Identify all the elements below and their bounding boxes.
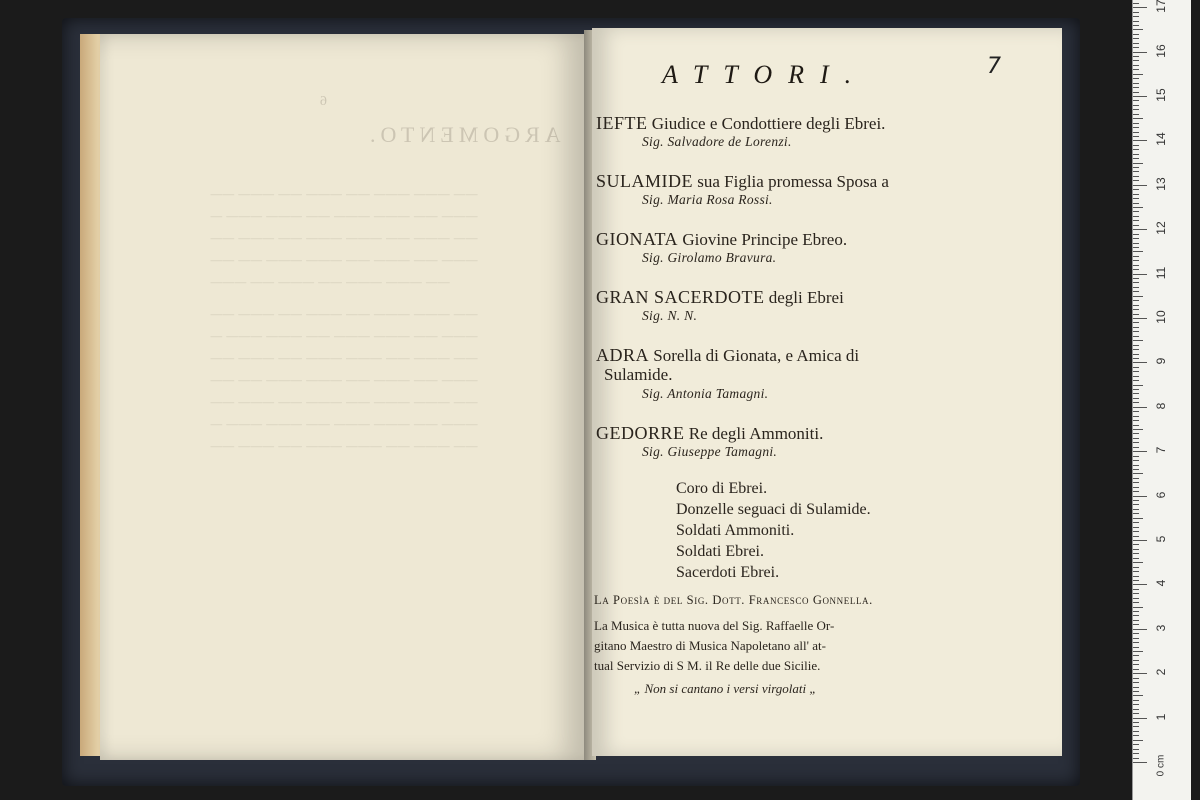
ruler-tick (1133, 589, 1139, 590)
ruler-tick (1133, 669, 1139, 670)
ruler-tick (1133, 154, 1139, 155)
ruler-tick (1133, 562, 1143, 563)
music-credit-line: gitano Maestro di Musica Napoletano all' at- (594, 638, 826, 653)
ruler-tick (1133, 402, 1139, 403)
ruler-tick (1133, 726, 1139, 727)
ruler-tick (1133, 540, 1147, 541)
role-description: Giudice e Condottiere degli Ebrei. (651, 114, 886, 133)
left-page (100, 34, 588, 760)
ruler-tick (1133, 682, 1139, 683)
ruler-tick (1133, 567, 1139, 568)
singer-name: Sig. Antonia Tamagni. (642, 386, 769, 401)
ruler-tick (1133, 615, 1139, 616)
ruler-tick (1133, 438, 1139, 439)
ruler-tick (1133, 74, 1143, 75)
chorus-item: Donzelle seguaci di Sulamide. (676, 501, 871, 518)
ruler-tick (1133, 198, 1139, 199)
page-number: 7 (987, 54, 1001, 79)
ruler-tick (1133, 447, 1139, 448)
ruler-tick (1133, 460, 1139, 461)
ruler-tick (1133, 251, 1143, 252)
ruler-label: 15 (1154, 88, 1168, 102)
ruler-tick (1133, 425, 1139, 426)
ruler-tick (1133, 584, 1147, 585)
ruler-tick (1133, 473, 1143, 474)
ruler-tick (1133, 163, 1143, 164)
ruler-tick (1133, 269, 1139, 270)
ruler-tick (1133, 655, 1139, 656)
ruler-tick (1133, 491, 1139, 492)
ruler-tick (1133, 78, 1139, 79)
ruler-unit-label: 0 cm (1155, 754, 1167, 777)
ruler-tick (1133, 43, 1139, 44)
ruler-tick (1133, 749, 1139, 750)
ruler-tick (1133, 722, 1139, 723)
measuring-ruler (1132, 0, 1191, 800)
ruler-tick (1133, 216, 1139, 217)
ruler-tick (1133, 362, 1147, 363)
ruler-tick (1133, 136, 1139, 137)
ruler-tick (1133, 118, 1143, 119)
bleed-through-text: ——— —— ——— —— ——— ——— —— —— (210, 252, 478, 267)
ruler-tick (1133, 558, 1139, 559)
ruler-tick (1133, 598, 1139, 599)
bleed-through-text: ——— —— ——— ——— —— ——— ——— — (210, 416, 478, 431)
ruler-tick (1133, 132, 1139, 133)
ruler-tick (1133, 331, 1139, 332)
ruler-tick (1133, 21, 1139, 22)
ruler-tick (1133, 651, 1143, 652)
ruler-tick (1133, 3, 1139, 4)
role-description-continued: Sulamide. (604, 365, 673, 384)
ruler-tick (1133, 465, 1139, 466)
ruler-tick (1133, 171, 1139, 172)
ruler-tick (1133, 38, 1139, 39)
ruler-tick (1133, 673, 1147, 674)
bleed-through-text: —— ——— —— ——— ——— —— ——— —— (210, 230, 478, 245)
ruler-tick (1133, 687, 1139, 688)
ruler-tick (1133, 180, 1139, 181)
bleed-through-text: ——— —— ——— ——— —— ——— ——— — (210, 208, 478, 223)
ruler-tick (1133, 576, 1139, 577)
ruler-tick (1133, 96, 1147, 97)
ruler-tick (1133, 611, 1139, 612)
ruler-tick (1133, 194, 1139, 195)
ruler-label: 2 (1154, 668, 1168, 676)
ruler-tick (1133, 531, 1139, 532)
ruler-tick (1133, 327, 1139, 328)
ruler-tick (1133, 709, 1139, 710)
ruler-tick (1133, 345, 1139, 346)
singer-name: Sig. Maria Rosa Rossi. (642, 192, 773, 207)
role-description: degli Ebrei (768, 288, 844, 307)
ruler-label: 6 (1154, 491, 1168, 498)
role-description: Re degli Ammoniti. (688, 424, 824, 443)
role-entry (596, 170, 889, 193)
role-entry (596, 422, 823, 445)
ruler-tick (1133, 660, 1139, 661)
ruler-label: 12 (1154, 221, 1168, 235)
ruler-tick (1133, 744, 1139, 745)
ruler-tick (1133, 429, 1143, 430)
role-entry (596, 112, 885, 135)
chorus-item: Coro di Ebrei. (676, 480, 768, 497)
ruler-tick (1133, 664, 1139, 665)
ruler-tick (1133, 411, 1139, 412)
ruler-tick (1133, 695, 1143, 696)
ruler-label: 10 (1154, 310, 1168, 324)
ruler-tick (1133, 69, 1139, 70)
ruler-tick (1133, 713, 1139, 714)
bleed-through-text: ——— —— ——— ——— —— ——— ——— — (210, 328, 478, 343)
singer-name: Sig. Girolamo Bravura. (642, 250, 777, 265)
role-entry (596, 228, 847, 251)
ruler-tick (1133, 296, 1143, 297)
bleed-through-text: —— ——— ——— —— ——— —— ——— —— (210, 306, 478, 321)
ruler-tick (1133, 300, 1139, 301)
ruler-tick (1133, 243, 1139, 244)
ruler-tick (1133, 620, 1139, 621)
ruler-tick (1133, 380, 1139, 381)
ruler-label: 4 (1154, 580, 1168, 587)
ruler-tick (1133, 416, 1139, 417)
role-name: GEDORRE (596, 423, 685, 443)
ruler-tick (1133, 274, 1147, 275)
ruler-tick (1133, 407, 1147, 408)
music-credit-line: tual Servizio di S M. il Re delle due Sicilie. (594, 658, 821, 673)
ruler-tick (1133, 420, 1139, 421)
ruler-tick (1133, 691, 1139, 692)
ruler-tick (1133, 305, 1139, 306)
ruler-tick (1133, 642, 1139, 643)
chorus-item: Sacerdoti Ebrei. (676, 564, 780, 581)
ruler-label: 3 (1154, 624, 1168, 632)
ruler-tick (1133, 358, 1139, 359)
ruler-tick (1133, 265, 1139, 266)
ruler-tick (1133, 536, 1139, 537)
ruler-tick (1133, 433, 1139, 434)
ruler-label: 1 (1154, 713, 1168, 720)
ruler-tick (1133, 482, 1139, 483)
role-name: SULAMIDE (596, 171, 693, 191)
bleed-through-title: ARGOMENTO. (365, 122, 561, 147)
ruler-tick (1133, 735, 1139, 736)
ruler-tick (1133, 47, 1139, 48)
ruler-tick (1133, 478, 1139, 479)
ruler-tick (1133, 247, 1139, 248)
ruler-tick (1133, 145, 1139, 146)
ruler-tick (1133, 469, 1139, 470)
ruler-tick (1133, 260, 1139, 261)
ruler-tick (1133, 593, 1139, 594)
ruler-tick (1133, 376, 1139, 377)
ruler-tick (1133, 509, 1139, 510)
ruler-tick (1133, 123, 1139, 124)
bleed-through-text: —— ——— —— ——— ——— —— ——— —— (210, 350, 478, 365)
role-entry (596, 286, 844, 309)
ruler-tick (1133, 25, 1139, 26)
role-name: ADRA (596, 345, 650, 365)
ruler-label: 5 (1154, 535, 1168, 543)
ruler-tick (1133, 87, 1139, 88)
ruler-label: 9 (1154, 358, 1168, 365)
ruler-tick (1133, 65, 1139, 66)
ruler-tick (1133, 189, 1139, 190)
ruler-tick (1133, 389, 1139, 390)
ruler-tick (1133, 518, 1143, 519)
ruler-tick (1133, 442, 1139, 443)
ruler-tick (1133, 60, 1139, 61)
ruler-tick (1133, 731, 1139, 732)
bleed-page-number: 6 (320, 94, 327, 109)
ruler-tick (1133, 700, 1139, 701)
ruler-tick (1133, 291, 1139, 292)
chorus-list (676, 478, 871, 583)
chorus-item: Soldati Ammoniti. (676, 522, 795, 539)
ruler-label: 17 (1154, 0, 1168, 13)
role-description: Sorella di Gionata, e Amica di (653, 346, 860, 365)
ruler-tick (1133, 354, 1139, 355)
role-name: GIONATA (596, 229, 679, 249)
singer-name: Sig. N. N. (642, 308, 698, 323)
ruler-tick (1133, 92, 1139, 93)
ruler-tick (1133, 718, 1147, 719)
ruler-tick (1133, 34, 1139, 35)
ruler-tick (1133, 553, 1139, 554)
ruler-tick (1133, 203, 1139, 204)
role-description: sua Figlia promessa Sposa a (697, 172, 889, 191)
ruler-label: 7 (1154, 446, 1168, 454)
ruler-tick (1133, 340, 1143, 341)
ruler-tick (1133, 522, 1139, 523)
ruler-tick (1133, 758, 1139, 759)
ruler-tick (1133, 678, 1139, 679)
role-name: IEFTE (596, 113, 648, 133)
ruler-tick (1133, 371, 1139, 372)
ruler-tick (1133, 580, 1139, 581)
ruler-tick (1133, 211, 1139, 212)
ruler-tick (1133, 500, 1139, 501)
ruler-tick (1133, 176, 1139, 177)
bleed-through-text: —— ——— ——— —— ——— —— ——— —— (210, 394, 478, 409)
role-name: GRAN SACERDOTE (596, 287, 765, 307)
ruler-label: 14 (1154, 132, 1168, 147)
ruler-tick (1133, 16, 1139, 17)
ruler-tick (1133, 349, 1139, 350)
ruler-tick (1133, 105, 1139, 106)
ruler-tick (1133, 167, 1139, 168)
bleed-through-text: —— ——— ——— —— ——— —— ——— —— (210, 186, 478, 201)
ruler-label: 11 (1154, 266, 1168, 279)
ruler-tick (1133, 496, 1147, 497)
ruler-tick (1133, 451, 1147, 452)
note-text: „ Non si cantano i versi virgolati „ (634, 681, 817, 696)
bleed-through-text: —— ——— ——— —— ——— —— ——— (210, 274, 450, 289)
ruler-tick (1133, 83, 1139, 84)
role-description: Giovine Principe Ebreo. (682, 230, 848, 249)
ruler-tick (1133, 385, 1143, 386)
singer-name: Sig. Salvadore de Lorenzi. (642, 134, 792, 149)
ruler-tick (1133, 633, 1139, 634)
ruler-tick (1133, 185, 1147, 186)
ruler-tick (1133, 56, 1139, 57)
ruler-tick (1133, 220, 1139, 221)
ruler-tick (1133, 229, 1147, 230)
ruler-tick (1133, 282, 1139, 283)
ruler-label: 16 (1154, 43, 1168, 58)
ruler-tick (1133, 398, 1139, 399)
ruler-tick (1133, 753, 1139, 754)
ruler-tick (1133, 225, 1139, 226)
ruler-tick (1133, 29, 1143, 30)
ruler-tick (1133, 207, 1143, 208)
page-title: ATTORI. (662, 60, 868, 89)
ruler-tick (1133, 234, 1139, 235)
ruler-tick (1133, 12, 1139, 13)
ruler-tick (1133, 456, 1139, 457)
singer-name: Sig. Giuseppe Tamagni. (642, 444, 778, 459)
ruler-tick (1133, 140, 1147, 141)
ruler-tick (1133, 527, 1139, 528)
ruler-tick (1133, 256, 1139, 257)
ruler-tick (1133, 549, 1139, 550)
music-credit (594, 616, 964, 676)
poetry-credit: La Poesìa è del Sig. Dott. Francesco Gonnella. (594, 593, 873, 607)
ruler-tick (1133, 278, 1139, 279)
right-page-content (592, 28, 1062, 756)
ruler-tick (1133, 513, 1139, 514)
ruler-tick (1133, 318, 1147, 319)
ruler-tick (1133, 287, 1139, 288)
ruler-tick (1133, 149, 1139, 150)
ruler-tick (1133, 309, 1139, 310)
ruler-tick (1133, 544, 1139, 545)
ruler-label: 8 (1154, 402, 1168, 410)
ruler-tick (1133, 624, 1139, 625)
ruler-tick (1133, 367, 1139, 368)
ruler-tick (1133, 629, 1147, 630)
ruler-tick (1133, 52, 1147, 53)
ruler-tick (1133, 704, 1139, 705)
ruler-tick (1133, 393, 1139, 394)
ruler-tick (1133, 602, 1139, 603)
ruler-tick (1133, 336, 1139, 337)
ruler-tick (1133, 607, 1143, 608)
ruler-tick (1133, 100, 1139, 101)
bleed-through-text: —— ——— —— ——— ——— —— ——— —— (210, 438, 478, 453)
ruler-tick (1133, 740, 1143, 741)
ruler-tick (1133, 109, 1139, 110)
ruler-tick (1133, 127, 1139, 128)
ruler-tick (1133, 638, 1139, 639)
ruler-tick (1133, 158, 1139, 159)
ruler-tick (1133, 114, 1139, 115)
ruler-label: 13 (1154, 177, 1168, 191)
ruler-tick (1133, 571, 1139, 572)
music-credit-line: La Musica è tutta nuova del Sig. Raffaelle Or- (594, 618, 835, 633)
ruler-tick (1133, 238, 1139, 239)
ruler-tick (1133, 762, 1147, 763)
ruler-tick (1133, 322, 1139, 323)
ruler-tick (1133, 7, 1147, 8)
ruler-tick (1133, 314, 1139, 315)
chorus-item: Soldati Ebrei. (676, 543, 764, 560)
ruler-tick (1133, 647, 1139, 648)
ruler-tick (1133, 504, 1139, 505)
ruler-tick (1133, 487, 1139, 488)
bleed-through-text: ——— —— ——— —— ——— ——— —— —— (210, 372, 478, 387)
